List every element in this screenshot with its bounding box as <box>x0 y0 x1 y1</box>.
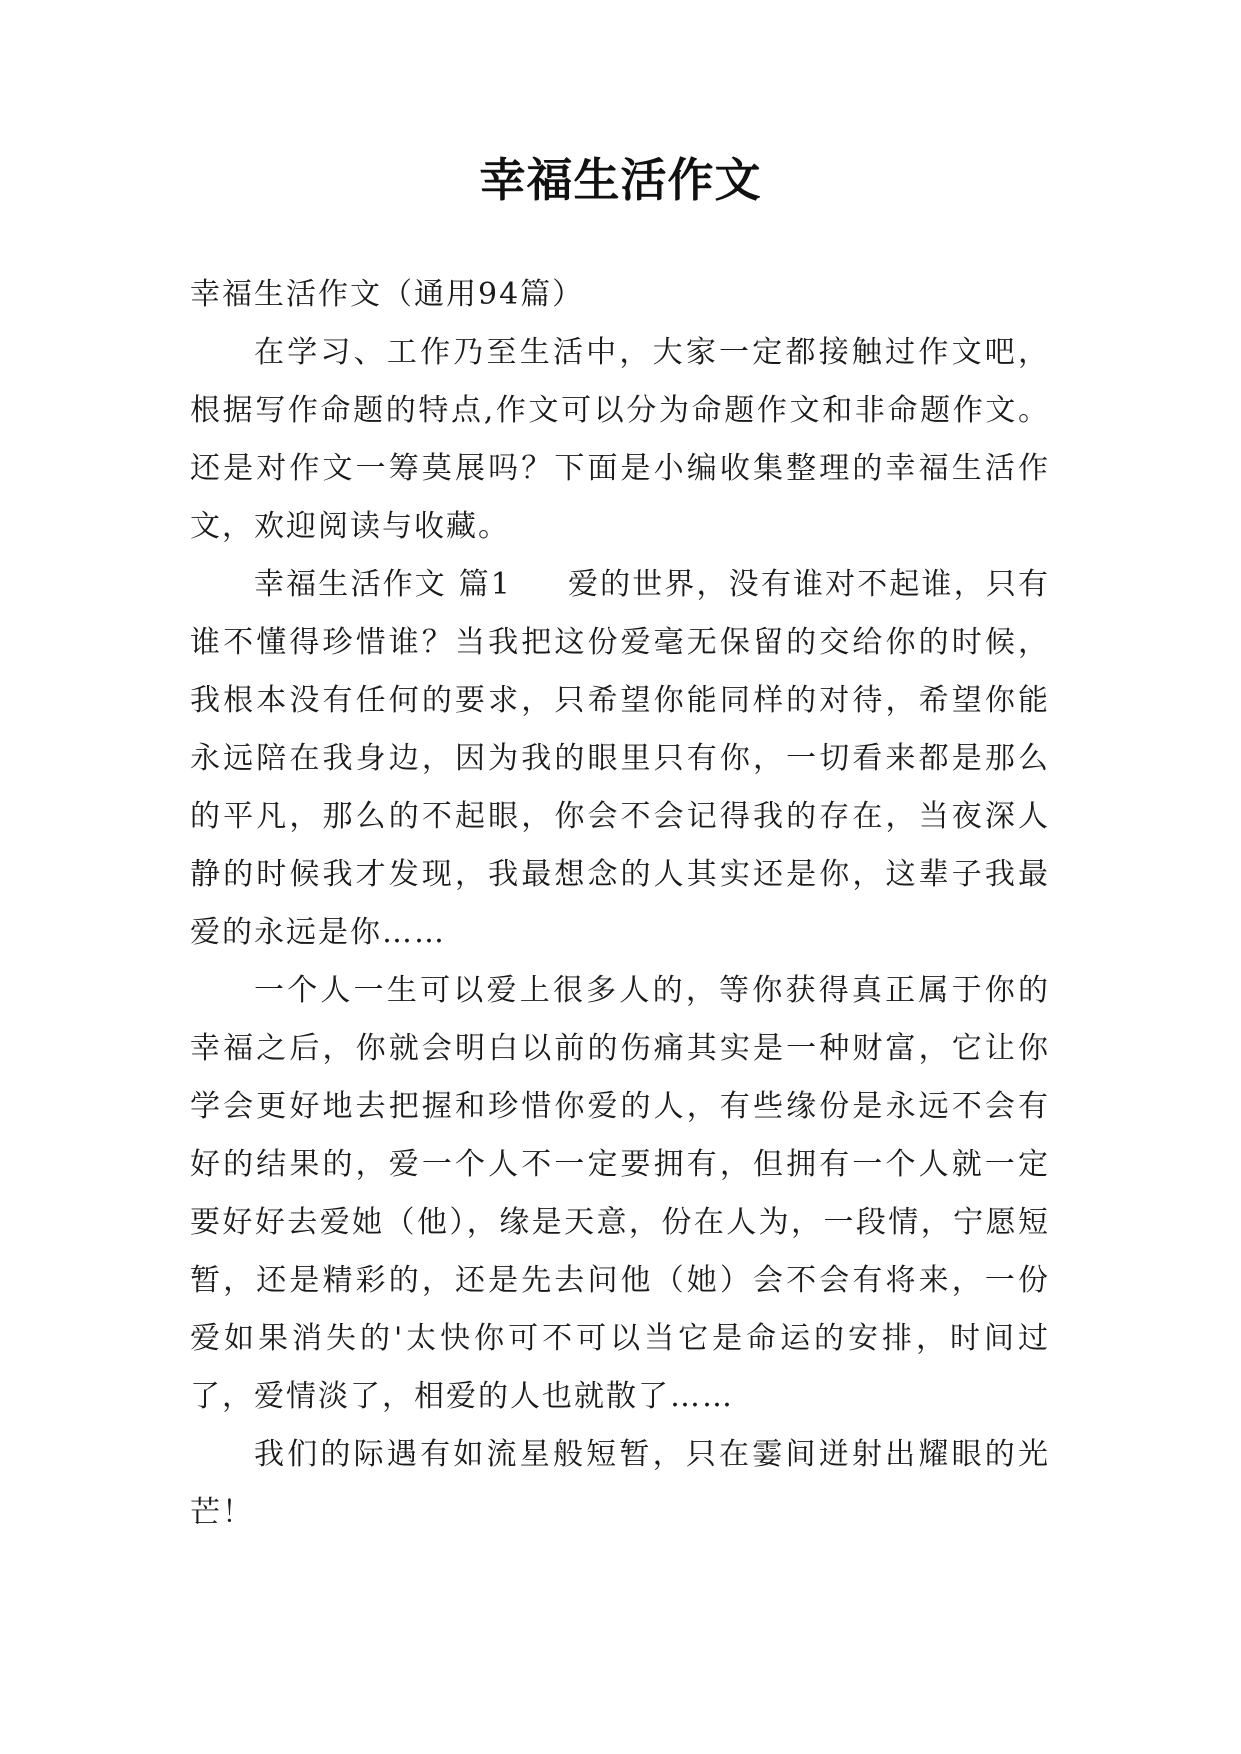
section-1-paragraph <box>190 556 1050 962</box>
section-heading: 幸福生活作文 篇1 <box>254 567 512 602</box>
document-subtitle: 幸福生活作文（通用94篇） <box>190 277 585 312</box>
intro-paragraph: 在学习、工作乃至生活中，大家一定都接触过作文吧，根据写作命题的特点,作文可以分为命题作文和非命题作文。还是对作文一筹莫展吗？下面是小编收集整理的幸福生活作文，欢迎阅读与收藏。 <box>190 335 1050 544</box>
document-body <box>190 266 1050 1542</box>
paragraph-2: 一个人一生可以爱上很多人的，等你获得真正属于你的幸福之后，你就会明白以前的伤痛其实是一种财富，它让你学会更好地去把握和珍惜你爱的人，有些缘份是永远不会有好的结果的，爱一个人不一定要拥有，但拥有一个人就一定要好好去爱她（他），缘是天意，份在人为，一段情，宁愿短暂，还是精彩的，还是先去问他（她）会不会有将来，一份爱如果消失的'太快你可不可以当它是命运的安排，时间过了，爱情淡了，相爱的人也就散了…… <box>190 973 1050 1414</box>
paragraph-3: 我们的际遇有如流星般短暂，只在霎间迸射出耀眼的光芒！ <box>190 1437 1050 1530</box>
section-1-text: 爱的世界，没有谁对不起谁，只有谁不懂得珍惜谁？当我把这份爱毫无保留的交给你的时候，我根本没有任何的要求，只希望你能同样的对待，希望你能永远陪在我身边，因为我的眼里只有你，一切看来都是那么的平凡，那么的不起眼，你会不会记得我的存在，当夜深人静的时候我才发现，我最想念的人其实还是你，这辈子我最爱的永远是你…… <box>190 567 1050 950</box>
document-title: 幸福生活作文 <box>479 153 762 207</box>
